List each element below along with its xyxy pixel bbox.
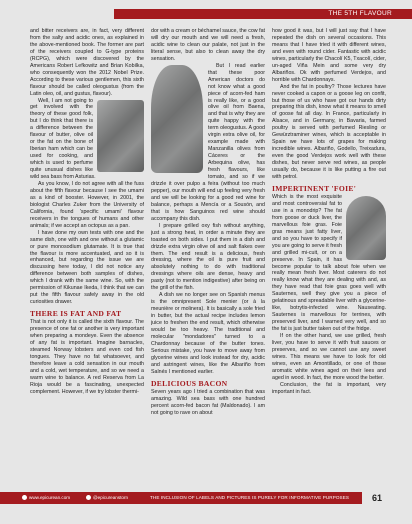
cheese-image: [97, 100, 144, 172]
paragraph: how good it was, but I will just say that I have repeated the dish on several occasions. This means that I have tried it with different wines, and even with round cider. Fantastic with acidic wines, particularly the Chacolí K5, Txacolí, cider, un-aged Viña Mein and some very dry Albariños. Ok with perfumed Verdejos, and horrible with Chardonnays.: [272, 28, 386, 83]
footer-disclaimer: THE INCLUSION OF LABELS AND PICTURES IS PURELY FOR INFORMATIVE PURPOSES: [150, 495, 350, 500]
page-header: [0, 0, 412, 26]
paragraph: As you know, I do not agree with all the fuss about the fifth flavour because I see the umami as a kind of booster. However, in 2001, the biologist Charles Zuker from the University of California, found 'specific umami' flavour receivers in the tongues of humans and other animals; if we accept an octopus as a pan.: [30, 180, 144, 229]
paragraph: That is not only it is called the sixth flavour. The presence of one fat or another is very important when preparing a mondeye. Even the absence of any fat is important. Imagine barnacles, steamed Norway lobsters and even cod fish tongues. They have no fat whatsoever, and therefore leave a cold sensation in our mouth and a cold, wet temperature, and so we need a warm wine to balance. A red Reserva from La Rioja would be a fascinating, unexpected complement. However, if we try lobster thermi-: [30, 319, 144, 395]
twitter-icon: [86, 495, 91, 500]
paragraph: A dish we no longer see on Spanish menus is the omnipresent Sole menier (or à la meunière or molinera). It is basically a sole fried in butter, but the actual recipe includes lemon juice to freshen the end result, which otherwise would be too heavy. The traditional and molecular "mondadores" turned to a Chardonnay because of the butter tones. Serious mistake, you have to move away from glycerine wines and look instead for dry, acidic and astringent wines, like the Albariño from Salnés I mentioned earlier.: [151, 292, 265, 375]
foie-gras-image: [346, 196, 386, 260]
section-title: THE 5TH FLAVOUR: [328, 10, 392, 17]
paragraph: Seven years ago I tried a combination that was amazing. Wild sea bass with one hundred percent acorn-fed bacon fat (Maldonado). I am not going to rave on about: [151, 388, 265, 416]
paragraph: and bitter receivers are, in fact, very different from the salty and acidic ones, as explained in the above-mentioned book. The former are part of the receivers coupled to G-type proteins (RCPG), which were discovered by the Americans Robert Lefkowitz and Brian Kobilka, who consequently won the 2012 Nobel Prize. According to these various gentlemen, this sixth flavour should be called oleogustus (from the Latin oleo, oil, and gustus, flavour).: [30, 28, 144, 97]
paragraph: Well, I am not going to get involved with the theory of these good folk, but I do think that there is a difference between the flavour of butter, olive oil or the fat on the bone of Iberian ham which can be used for cooking, and which is used to perfume quite unusual dishes like wild sea bass from Asturias.: [30, 97, 96, 181]
paragraph: Conclusion, the fat is important, very important in fact.: [272, 381, 386, 395]
twitter-text: @epicureanstorn: [93, 495, 129, 500]
page-footer: [0, 492, 412, 508]
footer-bar: [0, 492, 362, 504]
paragraph: And the fat in poultry? Those lectures have never cooked a capon or a goose leg on confit, but those of us who have got our hands dirty preparing this dish, know what it means to smell of goose fat all day. In France, particularly in Alsace, and in Germany, in Bavaria, farmed poultry is served with perfumed Riesling or Gewürztraminer wines, which is acceptable in Spain we have lots of grapes for making incredible wines. Albariño, Godello, Treixadura, even the good Verdejos work well with these dishes, but never serve red wines, as people usually do, because it is like putting a fire out with petrol.: [272, 83, 386, 181]
section-heading: THERE IS FAT AND FAT: [30, 309, 122, 319]
page-number: 61: [372, 493, 383, 503]
website-link[interactable]: [22, 494, 70, 502]
twitter-link[interactable]: [86, 494, 128, 502]
column-2: [151, 28, 265, 488]
wine-glass-image: [151, 65, 203, 173]
paragraph: dor with a cream or béchamel sauce, the cow fat will dry our mouth and we will need a fresh, acidic wine to clean our palate, not just in the literal sense, but also to clean away the dry sensation.: [151, 28, 265, 62]
paragraph: But I read earlier that these poor American doctors do not know what a good piece of acorn-fed ham is really like, or a good olive oil from Baena, and that is why they are quite happy with the term oleogustus. A good virgin extra olive oil, for example made with Manzanilla olives from Cáceres or the Arbequina olive, has fresh flavours, like tomato, and so if we drizzle it over pulpo a feira (without too much pepper), our mouth will end up feeling very fresh and we will be looking for a good red wine for balance, perhaps a Mencía or a Sousón, and that is how Sanguinos red wine should accompany this dish.: [151, 62, 265, 222]
section-heading: IMPERTINENT 'FOIE': [272, 183, 357, 193]
column-1: [30, 28, 144, 488]
column-3: [272, 28, 386, 488]
website-text: www.epicurean.com: [29, 495, 71, 500]
paragraph: I have done my own tests with one and the same dish, one with and one without a glutamic or pure monosodium glutamate. It is true that the flavour is more accentuated, and so it is enhanced, but regarding the issue we are discussing here today, I did not notice any difference between both samples of dishes, which I drank with the same wine. So, with the permission of Kikunae Ikeda, I think that we can put the fifth flavour safely away in the old curiosities drawer.: [30, 229, 144, 306]
globe-icon: [22, 495, 27, 500]
paragraph: Which is the most exquisite and most controversial fat to use in a monodrip? The fat from goose or duck liver, the marvellous foie gras. Foie gras means just fatty liver, and so you have to specify if you are going to serve it fresh and grilled mi-cuit, or on a preserve. In Spain, it has become popular to talk about foie when we really mean fresh liver. Most caterers do not really know what they are dealing with and, as they have read that foie gras goes well with Sauternes, well they give you a piece of gelatinous and spreadable liver with a glycerine-like, botrytis-infected wine. Nauseating. Sauternes is marvellous for terrines, with preserved liver, and I warned very well, and so the fat is just butter taken out of the fridge.: [272, 193, 386, 333]
paragraph: If on the other hand, we use grilled, fresh liver, you have to serve it with fruit sauces or preserves, and so we cannot use any sweet wines. This means we have to look for old wines, even an Amontillado, or one of those aromatic white wines aged on their lees and aged in wood. In fact, the more wood the better.: [272, 333, 386, 381]
paragraph: I prepare grilled oxy fish without anything, just a strong heat, in order a minute they are toasted on both sides. I put them in a dish and drizzle extra virgin olive oil and salt flakes over them. The end result is a delicious, fresh dressing, where the oil is pure fruit and absolutely nothing to do with traditional dressings where oils are dense, heavy and pasty (not to mention indigestive) after being on the grill of the fish.: [151, 222, 265, 292]
section-heading: DELICIOUS BACON: [151, 378, 228, 388]
